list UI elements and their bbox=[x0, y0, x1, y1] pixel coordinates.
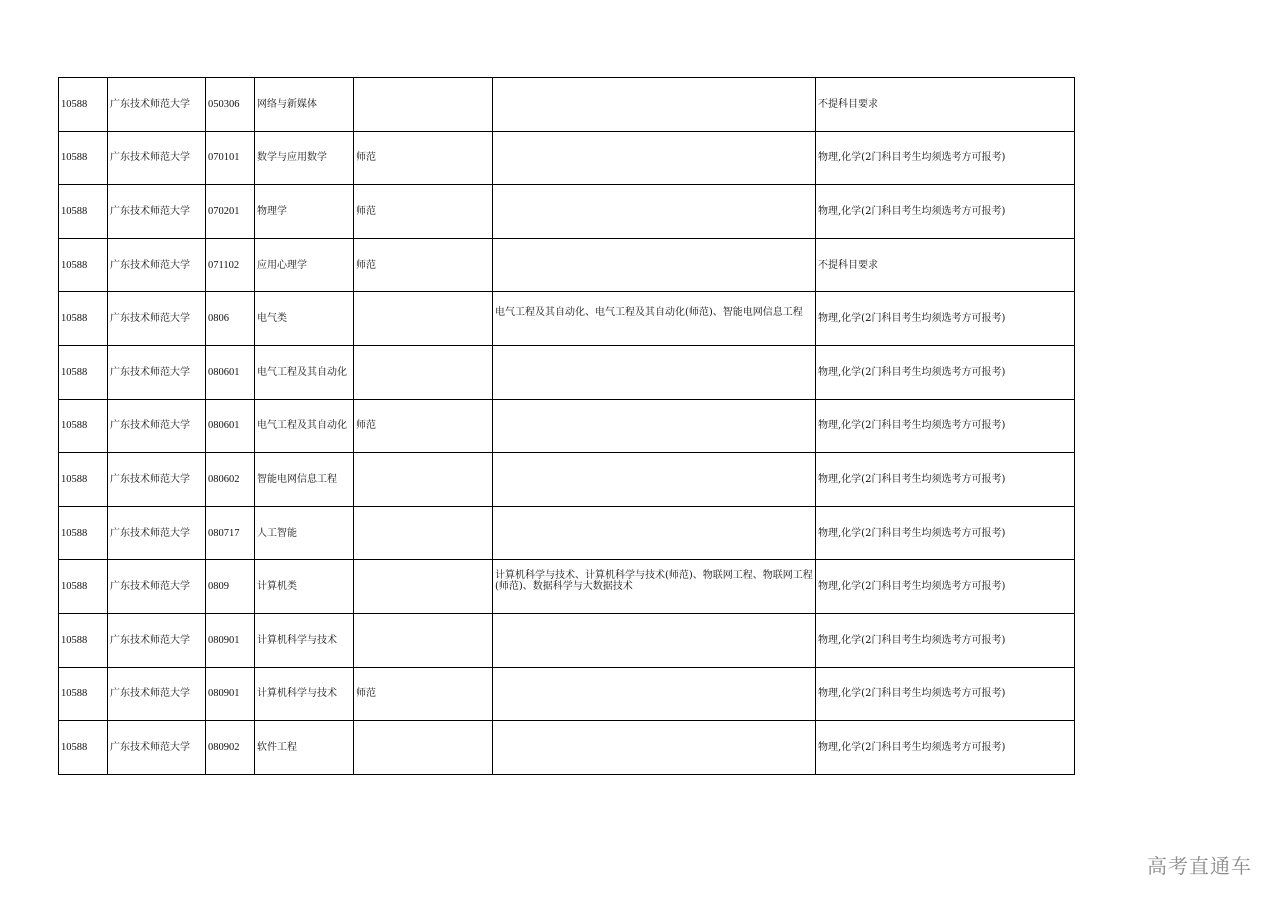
included-majors-cell bbox=[493, 667, 816, 721]
included-majors-cell bbox=[493, 721, 816, 775]
note-cell bbox=[354, 345, 493, 399]
included-majors-cell bbox=[493, 292, 816, 346]
school-code-cell: 10588 bbox=[59, 185, 108, 239]
subject-requirement-cell: 物理,化学(2门科目考生均须选考方可报考) bbox=[816, 453, 1075, 507]
school-name-cell: 广东技术师范大学 bbox=[108, 506, 206, 560]
major-code-cell: 080901 bbox=[206, 667, 255, 721]
major-code-cell: 050306 bbox=[206, 78, 255, 132]
major-name-cell: 电气工程及其自动化 bbox=[255, 399, 354, 453]
watermark-text: 高考直通车 bbox=[1147, 854, 1252, 878]
subject-requirement-cell: 物理,化学(2门科目考生均须选考方可报考) bbox=[816, 292, 1075, 346]
table-row bbox=[59, 78, 1075, 132]
school-code-cell: 10588 bbox=[59, 399, 108, 453]
school-name-cell: 广东技术师范大学 bbox=[108, 78, 206, 132]
subject-requirement-cell: 物理,化学(2门科目考生均须选考方可报考) bbox=[816, 131, 1075, 185]
note-cell: 师范 bbox=[354, 667, 493, 721]
school-name-cell: 广东技术师范大学 bbox=[108, 292, 206, 346]
school-code-cell: 10588 bbox=[59, 506, 108, 560]
school-name-cell: 广东技术师范大学 bbox=[108, 667, 206, 721]
major-name-cell: 物理学 bbox=[255, 185, 354, 239]
table-row bbox=[59, 506, 1075, 560]
major-code-cell: 0809 bbox=[206, 560, 255, 614]
major-code-cell: 080602 bbox=[206, 453, 255, 507]
school-name-cell: 广东技术师范大学 bbox=[108, 399, 206, 453]
note-cell bbox=[354, 721, 493, 775]
school-code-cell: 10588 bbox=[59, 560, 108, 614]
school-name-cell: 广东技术师范大学 bbox=[108, 453, 206, 507]
subject-requirement-cell: 物理,化学(2门科目考生均须选考方可报考) bbox=[816, 667, 1075, 721]
major-name-cell: 数学与应用数学 bbox=[255, 131, 354, 185]
school-name-cell: 广东技术师范大学 bbox=[108, 345, 206, 399]
subject-requirement-cell: 物理,化学(2门科目考生均须选考方可报考) bbox=[816, 399, 1075, 453]
note-cell bbox=[354, 78, 493, 132]
note-cell bbox=[354, 613, 493, 667]
included-majors-cell bbox=[493, 399, 816, 453]
subject-requirement-cell: 物理,化学(2门科目考生均须选考方可报考) bbox=[816, 613, 1075, 667]
major-code-cell: 080717 bbox=[206, 506, 255, 560]
school-code-cell: 10588 bbox=[59, 131, 108, 185]
table-row bbox=[59, 399, 1075, 453]
table-row bbox=[59, 185, 1075, 239]
school-name-cell: 广东技术师范大学 bbox=[108, 560, 206, 614]
table-row bbox=[59, 613, 1075, 667]
table-row bbox=[59, 292, 1075, 346]
included-majors-cell bbox=[493, 238, 816, 292]
subject-requirement-cell: 物理,化学(2门科目考生均须选考方可报考) bbox=[816, 721, 1075, 775]
school-code-cell: 10588 bbox=[59, 721, 108, 775]
major-code-cell: 080902 bbox=[206, 721, 255, 775]
table-row bbox=[59, 453, 1075, 507]
major-code-cell: 070201 bbox=[206, 185, 255, 239]
subject-requirements-table bbox=[58, 77, 1075, 775]
table-row bbox=[59, 560, 1075, 614]
major-name-cell: 智能电网信息工程 bbox=[255, 453, 354, 507]
school-name-cell: 广东技术师范大学 bbox=[108, 185, 206, 239]
included-majors-cell bbox=[493, 613, 816, 667]
included-majors-cell bbox=[493, 506, 816, 560]
major-code-cell: 071102 bbox=[206, 238, 255, 292]
included-majors-cell bbox=[493, 560, 816, 614]
note-cell: 师范 bbox=[354, 185, 493, 239]
subject-requirement-cell: 物理,化学(2门科目考生均须选考方可报考) bbox=[816, 185, 1075, 239]
school-name-cell: 广东技术师范大学 bbox=[108, 238, 206, 292]
note-cell bbox=[354, 292, 493, 346]
school-name-cell: 广东技术师范大学 bbox=[108, 721, 206, 775]
subject-requirement-cell: 不提科目要求 bbox=[816, 78, 1075, 132]
major-code-cell: 080901 bbox=[206, 613, 255, 667]
school-code-cell: 10588 bbox=[59, 667, 108, 721]
included-majors-cell bbox=[493, 131, 816, 185]
note-cell: 师范 bbox=[354, 399, 493, 453]
note-cell bbox=[354, 560, 493, 614]
table-row bbox=[59, 131, 1075, 185]
table-row bbox=[59, 667, 1075, 721]
school-code-cell: 10588 bbox=[59, 78, 108, 132]
major-name-cell: 计算机科学与技术 bbox=[255, 613, 354, 667]
major-code-cell: 080601 bbox=[206, 345, 255, 399]
subject-requirement-cell: 物理,化学(2门科目考生均须选考方可报考) bbox=[816, 506, 1075, 560]
note-cell bbox=[354, 506, 493, 560]
subject-requirement-cell: 不提科目要求 bbox=[816, 238, 1075, 292]
major-code-cell: 080601 bbox=[206, 399, 255, 453]
major-name-cell: 计算机科学与技术 bbox=[255, 667, 354, 721]
included-majors-cell bbox=[493, 185, 816, 239]
school-code-cell: 10588 bbox=[59, 238, 108, 292]
major-name-cell: 电气类 bbox=[255, 292, 354, 346]
major-code-cell: 0806 bbox=[206, 292, 255, 346]
included-majors-text: 电气工程及其自动化、电气工程及其自动化(师范)、智能电网信息工程 bbox=[495, 306, 803, 318]
school-name-cell: 广东技术师范大学 bbox=[108, 131, 206, 185]
note-cell: 师范 bbox=[354, 131, 493, 185]
table-row bbox=[59, 721, 1075, 775]
subject-requirement-cell: 物理,化学(2门科目考生均须选考方可报考) bbox=[816, 560, 1075, 614]
major-name-cell: 人工智能 bbox=[255, 506, 354, 560]
major-name-cell: 电气工程及其自动化 bbox=[255, 345, 354, 399]
subject-requirement-cell: 物理,化学(2门科目考生均须选考方可报考) bbox=[816, 345, 1075, 399]
major-name-cell: 网络与新媒体 bbox=[255, 78, 354, 132]
included-majors-cell bbox=[493, 78, 816, 132]
major-code-cell: 070101 bbox=[206, 131, 255, 185]
included-majors-text: 计算机科学与技术、计算机科学与技术(师范)、物联网工程、物联网工程(师范)、数据科学与大数据技术 bbox=[495, 569, 813, 592]
table-body bbox=[59, 78, 1075, 775]
included-majors-cell bbox=[493, 453, 816, 507]
school-name-cell: 广东技术师范大学 bbox=[108, 613, 206, 667]
school-code-cell: 10588 bbox=[59, 345, 108, 399]
school-code-cell: 10588 bbox=[59, 292, 108, 346]
table-row bbox=[59, 238, 1075, 292]
major-name-cell: 计算机类 bbox=[255, 560, 354, 614]
note-cell: 师范 bbox=[354, 238, 493, 292]
note-cell bbox=[354, 453, 493, 507]
major-name-cell: 应用心理学 bbox=[255, 238, 354, 292]
table-row bbox=[59, 345, 1075, 399]
included-majors-cell bbox=[493, 345, 816, 399]
school-code-cell: 10588 bbox=[59, 453, 108, 507]
school-code-cell: 10588 bbox=[59, 613, 108, 667]
major-name-cell: 软件工程 bbox=[255, 721, 354, 775]
